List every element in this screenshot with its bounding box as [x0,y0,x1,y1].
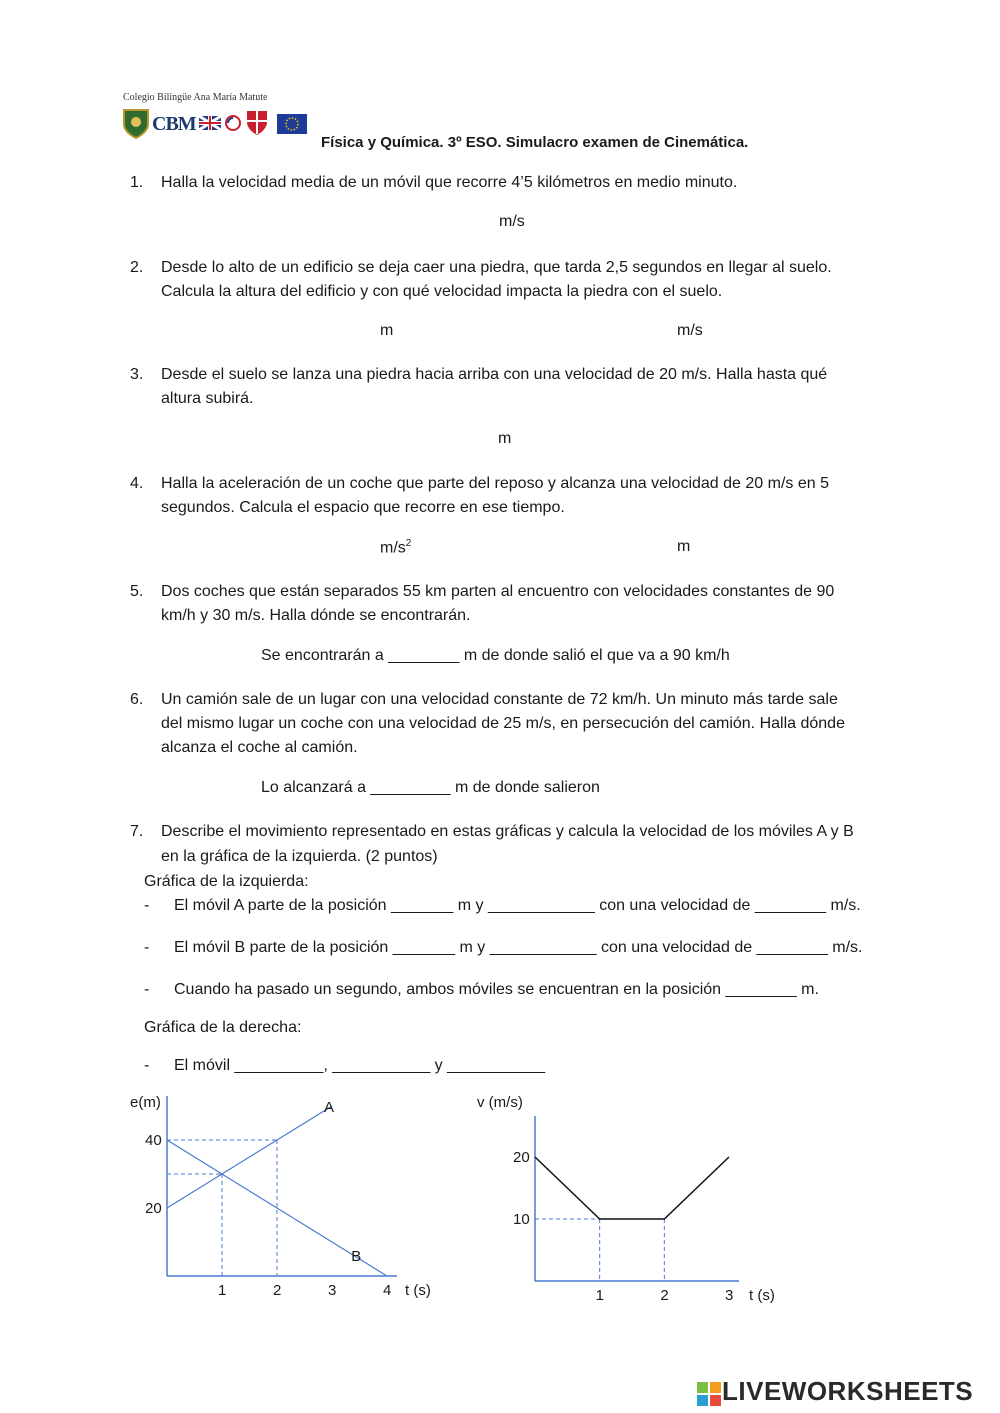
series-line-a [167,1106,332,1208]
y-tick-label: 40 [145,1132,162,1149]
question-number: 4. [130,475,144,492]
bullet: - [144,1057,150,1074]
y-tick-label: 20 [513,1149,530,1166]
fill-item: El móvil A parte de la posición _______ m y ____________ con una velocidad de ________ m/s. [174,897,861,914]
university-shield-icon [246,110,268,141]
bullet: - [144,939,150,956]
x-tick-label: 1 [595,1287,605,1304]
y-tick-label: 10 [513,1211,530,1228]
school-crest-icon [122,108,150,140]
fill-item: El móvil __________, ___________ y ___________ [174,1057,545,1074]
question-text: Describe el movimiento representado en estas gráficas y calcula la velocidad de los móviles A y B [161,823,854,840]
left-graph-heading: Gráfica de la izquierda: [144,873,309,890]
answer-unit: m [498,430,512,447]
x-tick-label: 4 [383,1282,392,1299]
logo-cbm: CBM [152,113,196,135]
question-text: Dos coches que están separados 55 km parten al encuentro con velocidades constantes de 90 [161,583,835,600]
flag-eu-icon [277,114,307,139]
answer-unit: m/s [499,213,525,230]
answer-unit: $m/s^2$ [380,538,412,557]
flag-uk-icon [199,116,221,135]
question-number: 7. [130,823,144,840]
question-text: del mismo lugar un coche con una velocidad de 25 m/s, en persecución del camión. Halla dónde [161,715,845,732]
question-text: km/h y 30 m/s. Halla dónde se encontrarán. [161,607,471,624]
question-number: 1. [130,174,144,191]
question-text: Desde lo alto de un edificio se deja caer una piedra, que tarda 2,5 segundos en llegar al suelo. [161,259,832,276]
question-number: 3. [130,366,144,383]
answer-unit: m [677,538,691,555]
series-line-v [535,1157,729,1219]
y-axis-label: v (m/s) [477,1094,523,1111]
question-number: 2. [130,259,144,276]
series-label-a: A [324,1099,335,1116]
x-tick-label: 1 [218,1282,227,1299]
question-text: Halla la aceleración de un coche que parte del reposo y alcanza una velocidad de 20 m/s en 5 [161,475,829,492]
question-text: Un camión sale de un lugar con una velocidad constante de 72 km/h. Un minuto más tarde sale [161,691,838,708]
answer-unit: m/s [677,322,703,339]
series-label-b: B [351,1248,362,1265]
question-text: altura subirá. [161,390,254,407]
x-tick-label: 3 [328,1282,337,1299]
question-number: 5. [130,583,144,600]
x-axis-label: t (s) [749,1287,775,1304]
question-text: Calcula la altura del edificio y con qué velocidad impacta la piedra con el suelo. [161,283,723,300]
question-text: alcanza el coche al camión. [161,739,358,756]
x-tick-label: 2 [273,1282,282,1299]
answer-sentence: Lo alcanzará a _________ m de donde salieron [261,779,600,796]
answer-unit: m [380,322,394,339]
y-axis-label: e(m) [130,1094,161,1111]
position-time-chart [120,1085,450,1310]
question-text: en la gráfica de la izquierda. (2 puntos) [161,848,438,865]
x-tick-label: 2 [660,1287,669,1304]
question-text: Desde el suelo se lanza una piedra hacia arriba con una velocidad de 20 m/s. Halla hasta qué [161,366,828,383]
bullet: - [144,897,150,914]
liveworksheets-logo-icon [697,1382,721,1411]
right-graph-heading: Gráfica de la derecha: [144,1019,302,1036]
fill-item: Cuando ha pasado un segundo, ambos móviles se encuentran en la posición ________ m. [174,981,819,998]
x-tick-label: 3 [725,1287,734,1304]
velocity-time-chart [465,1085,795,1310]
y-tick-label: 20 [145,1200,162,1217]
answer-sentence: Se encontrarán a ________ m de donde salió el que va a 90 km/h [261,647,730,664]
page-title: Física y Química. 3º ESO. Simulacro examen de Cinemática. [321,134,749,151]
question-text: segundos. Calcula el espacio que recorre en ese tiempo. [161,499,565,516]
question-text: Halla la velocidad media de un móvil que recorre 4’5 kilómetros en medio minuto. [161,174,738,191]
school-name: Colegio Bilingüe Ana María Matute [123,92,268,103]
bullet: - [144,981,150,998]
x-axis-label: t (s) [405,1282,431,1299]
footer-brand: LIVEWORKSHEETS [722,1376,974,1406]
flag-fr-icon [225,115,241,136]
question-number: 6. [130,691,144,708]
fill-item: El móvil B parte de la posición _______ m y ____________ con una velocidad de ________ m/s. [174,939,863,956]
